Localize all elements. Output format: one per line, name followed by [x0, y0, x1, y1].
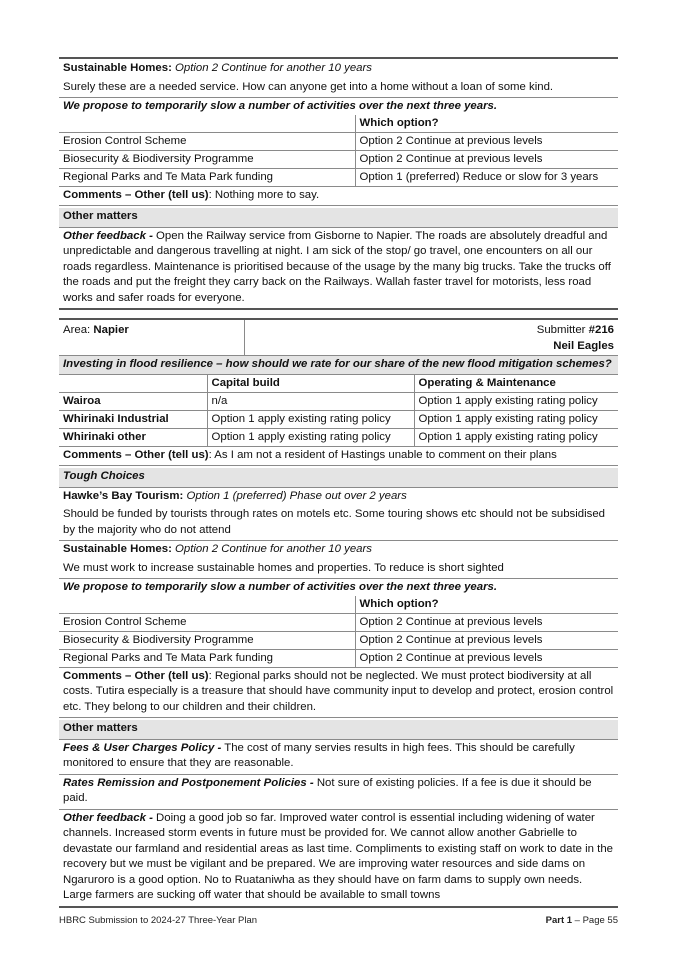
propose-title-text: We propose to temporarily slow a number of activities over the next three years. — [63, 100, 498, 112]
area-submitter-row — [59, 320, 618, 356]
table-row — [59, 392, 618, 410]
tough-choices-heading: Tough Choices — [59, 468, 618, 488]
sustainable-homes-row — [59, 59, 618, 98]
footer-part: Part 1 — [545, 915, 573, 926]
operating-value: Option 1 apply existing rating policy — [414, 410, 618, 428]
capital-value: n/a — [207, 392, 414, 410]
comments-row — [59, 187, 618, 207]
sustainable-homes-comment: We must work to increase sustainable homes and properties. To reduce is short sighted — [63, 561, 504, 574]
submission-section-1 — [59, 57, 618, 310]
scheme-name: Whirinaki other — [59, 428, 207, 446]
sustainable-homes-row — [59, 541, 618, 579]
comments-text: : Nothing more to say. — [208, 188, 320, 201]
fees-row — [59, 740, 618, 775]
flood-title: Investing in flood resilience – how should we rate for our share of the new flood mitigation schemes? — [63, 358, 612, 370]
activity-name: Biosecurity & Biodiversity Programme — [59, 150, 355, 168]
table-row — [59, 428, 618, 446]
operating-header: Operating & Maintenance — [414, 375, 618, 393]
activity-option: Option 1 (preferred) Reduce or slow for 3 years — [355, 168, 618, 186]
operating-value: Option 1 apply existing rating policy — [414, 392, 618, 410]
sustainable-homes-label: Sustainable Homes: — [63, 543, 172, 555]
activity-option: Option 2 Continue at previous levels — [355, 631, 618, 649]
activity-name: Regional Parks and Te Mata Park funding — [59, 168, 355, 186]
flood-comments-label: Comments – Other (tell us) — [63, 448, 209, 461]
tourism-option: Option 1 (preferred) Phase out over 2 years — [186, 489, 407, 502]
operating-value: Option 1 apply existing rating policy — [414, 428, 618, 446]
table-row — [59, 150, 618, 168]
other-feedback-text: Doing a good job so far. Improved water control is essential including widening of water channels. Increased storm events in future must be provided for. We cannot allow another Gabrielle to devastate our farmland and residential areas as last time. Compliments to existing staff on work to date in the recovery but we must be vigilant and be prepared. We are improving water resources and side dams on Ngaruroro is a good option. No to Ruataniwha as they should have on farm dams to supply own needs. Large farmers are sucking off water that should be available to small towns — [63, 811, 613, 901]
table-row — [59, 613, 618, 631]
tourism-row — [59, 488, 618, 542]
sustainable-homes-label: Sustainable Homes: — [63, 62, 172, 74]
rates-text: Not sure of existing policies. If a fee is due it should be paid. — [63, 776, 592, 804]
propose-title-text: We propose to temporarily slow a number of activities over the next three years. — [63, 581, 498, 593]
flood-comments-row — [59, 447, 618, 467]
which-option-header: Which option? — [355, 596, 618, 614]
activity-name: Biosecurity & Biodiversity Programme — [59, 631, 355, 649]
activities-table — [59, 115, 618, 187]
comments-text: : Regional parks should not be neglected. We must protect biodiversity at all costs. Tutira especially is a treasure that should have community input to develop and protect, erosion control etc. They belong to our children and their children. — [63, 669, 614, 713]
activity-option: Option 2 Continue at previous levels — [355, 613, 618, 631]
table-row — [59, 631, 618, 649]
footer-page-number: – Page 55 — [572, 915, 618, 926]
which-option-header: Which option? — [355, 115, 618, 133]
other-matters-heading: Other matters — [59, 208, 618, 228]
area-submitter-table — [59, 320, 618, 356]
table-header-row — [59, 115, 618, 133]
rates-row — [59, 775, 618, 810]
sustainable-homes-option: Option 2 Continue for another 10 years — [175, 62, 372, 74]
scheme-name: Wairoa — [59, 392, 207, 410]
submitter-label: Submitter — [536, 324, 586, 336]
capital-value: Option 1 apply existing rating policy — [207, 428, 414, 446]
activity-option: Option 2 Continue at previous levels — [355, 132, 618, 150]
footer-page — [546, 915, 618, 926]
activity-name: Erosion Control Scheme — [59, 613, 355, 631]
capital-build-header: Capital build — [207, 375, 414, 393]
sustainable-homes-comment: Surely these are a needed service. How can anyone get into a home without a loan of some kind. — [63, 80, 554, 93]
table-header-row — [59, 596, 618, 614]
submitter-number: #216 — [588, 324, 614, 336]
activity-name: Regional Parks and Te Mata Park funding — [59, 649, 355, 667]
comments-label: Comments – Other (tell us) — [63, 188, 209, 201]
capital-value: Option 1 apply existing rating policy — [207, 410, 414, 428]
flood-table — [59, 375, 618, 447]
propose-title — [59, 98, 618, 115]
table-row — [59, 649, 618, 667]
area-label: Area: — [63, 324, 91, 336]
table-header-row — [59, 375, 618, 393]
submitter-cell — [244, 320, 618, 356]
comments-row — [59, 668, 618, 719]
activity-option: Option 2 Continue at previous levels — [355, 649, 618, 667]
fees-text: The cost of many servies results in high fees. This should be carefully monitored to ensure that they are reasonable. — [63, 741, 575, 769]
other-matters-heading: Other matters — [59, 720, 618, 740]
other-feedback-label: Other feedback - — [63, 229, 153, 242]
table-row — [59, 410, 618, 428]
flood-comments-text: : As I am not a resident of Hastings unable to comment on their plans — [208, 448, 557, 461]
sustainable-homes-option: Option 2 Continue for another 10 years — [175, 543, 372, 555]
tourism-comment: Should be funded by tourists through rates on motels etc. Some touring shows etc should not be subsidised by the majority who do not attend — [63, 508, 606, 536]
propose-title — [59, 579, 618, 596]
other-feedback-label: Other feedback - — [63, 811, 153, 824]
other-feedback-row — [59, 810, 618, 908]
table-row — [59, 132, 618, 150]
flood-title-row — [59, 356, 618, 375]
area-value: Napier — [93, 324, 129, 336]
comments-label: Comments – Other (tell us) — [63, 669, 209, 682]
activity-name: Erosion Control Scheme — [59, 132, 355, 150]
other-feedback-row — [59, 228, 618, 311]
scheme-name: Whirinaki Industrial — [59, 410, 207, 428]
submission-section-2 — [59, 318, 618, 908]
table-row — [59, 168, 618, 186]
other-feedback-text: Open the Railway service from Gisborne to Napier. The roads are absolutely dreadful and unpredictable and dangerous travelling at night. I am sick of the stop/ go travel, one encounters on all our roads regardless. Maintenance is prioritised because of the usage by the many big trucks. Take the trucks off the roads and put the freight they carry back on the Railways. Wallah faster travel for motorists, less road works and safer roads for everyone. — [63, 229, 611, 304]
submitter-name: Neil Eagles — [553, 340, 614, 352]
footer-title: HBRC Submission to 2024-27 Three-Year Plan — [59, 915, 258, 926]
rates-label: Rates Remission and Postponement Policies - — [63, 776, 314, 789]
tourism-label: Hawke’s Bay Tourism: — [63, 489, 184, 502]
activities-table — [59, 596, 618, 668]
fees-label: Fees & User Charges Policy - — [63, 741, 222, 754]
area-cell — [59, 320, 244, 356]
activity-option: Option 2 Continue at previous levels — [355, 150, 618, 168]
